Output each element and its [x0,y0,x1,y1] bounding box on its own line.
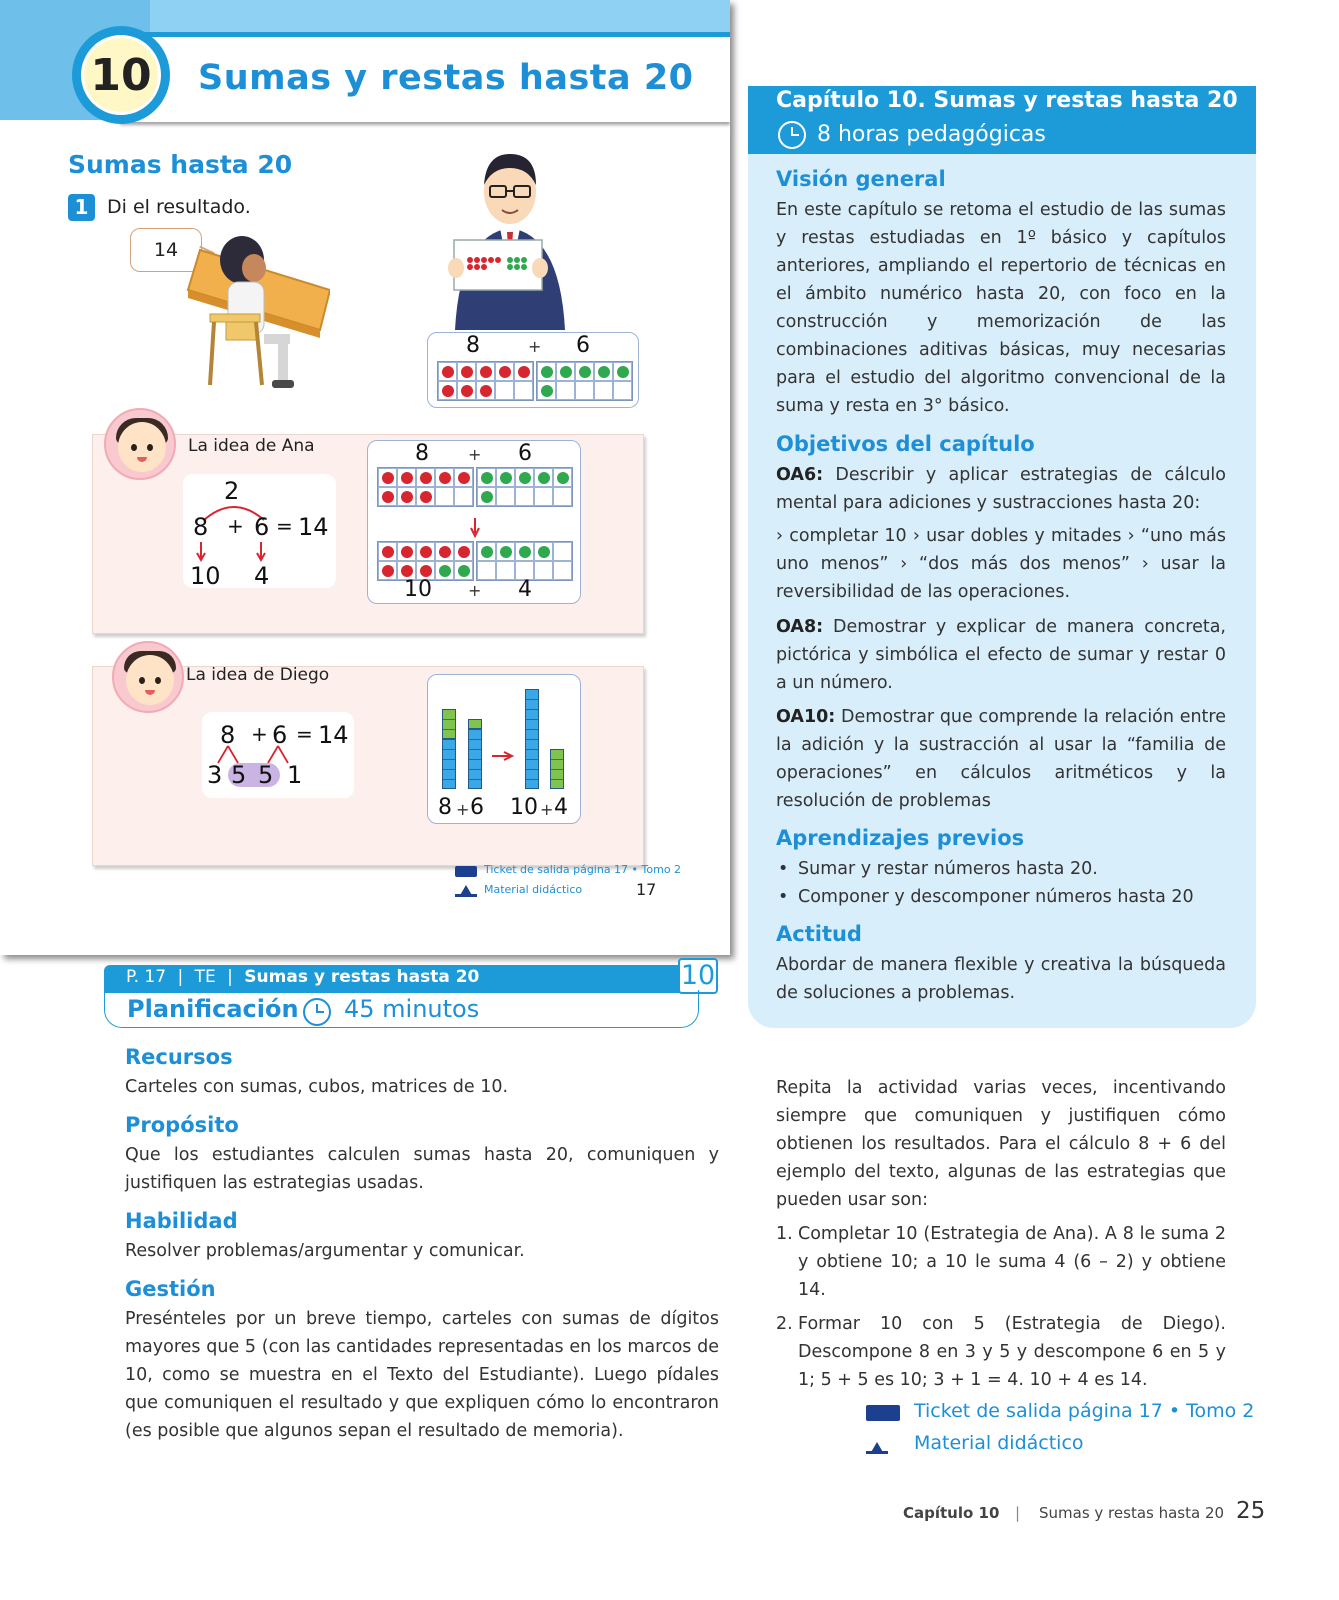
cubes-right-plus: + [540,800,554,819]
diego-decomp-4: 1 [287,761,303,789]
strategy-text: Formar 10 con 5 (Estrategia de Diego). Descompone 8 en 3 y 5 y descompone 6 en 5 y 1; 5 + 5 es 10; 3 + 1 = 4. 10 + 4 es 14. [798,1314,1226,1390]
board-plus: + [528,337,542,356]
ana-eq-b: 6 [254,513,270,541]
ten-frame-8 [437,361,534,401]
vision-text: En este capítulo se retoma el estudio de las sumas y restas estudiadas en 1º básico y capítulos anteriores, ampliando el repertorio de técnicas en el ámbito numérico hasta 20, con foco en la construcción y memorización de las combinaciones aditivas básicas, muy necesarias para el estudio del algoritmo convencional de la suma y resta en 3° básico. [776,200,1226,416]
student-page-number: 17 [636,880,657,899]
ana-frames-top-left: 8 [415,441,429,466]
ana-eq-plus: + [227,514,244,538]
ana-frame-10 [377,541,474,581]
ana-frames-bottom-plus: + [468,581,482,600]
planning-minutes: 45 minutos [344,995,480,1023]
ana-frames-top-plus: + [468,445,482,464]
attitude-heading: Actitud [776,922,862,946]
ana-avatar [104,408,176,480]
ana-label: La idea de Ana [188,436,315,456]
ticket-icon [455,866,477,877]
oa6-text: Describir y aplicar estrategias de cálculo mental para adiciones y sustracciones hasta 20: [776,465,1226,513]
vision-heading: Visión general [776,167,946,191]
attitude-text: Abordar de manera flexible y creativa la búsqueda de soluciones a problemas. [776,955,1226,1003]
ana-frames-bottom-right: 4 [518,577,532,602]
ana-frames-arrow [468,517,482,539]
page-number: 25 [1236,1498,1266,1524]
oa10-code: OA10: [776,707,836,727]
cube-column-4 [550,749,564,789]
ticket-link[interactable]: Ticket de salida página 17 • Tomo 2 [914,1400,1255,1422]
exercise-instruction: Di el resultado. [107,196,251,218]
objectives-heading: Objetivos del capítulo [776,432,1035,456]
purpose-heading: Propósito [125,1113,239,1137]
board-right-number: 6 [576,333,590,358]
oa6-paragraph [776,461,1226,517]
ana-frames-top-right: 6 [518,441,532,466]
section-title: Sumas hasta 20 [68,150,293,179]
diego-decomp-3: 5 [258,761,274,789]
material-icon [866,1436,900,1454]
diego-avatar [112,641,184,713]
student-book-page [0,0,730,955]
chapter-number: 10 [81,35,161,115]
skill-heading: Habilidad [125,1209,238,1233]
management-heading: Gestión [125,1277,216,1301]
resources-heading: Recursos [125,1045,233,1069]
ana-eq-result: 14 [298,513,329,541]
cube-column-6-top [468,719,482,729]
material-icon [455,885,477,897]
ana-frame-8 [377,467,474,507]
prior-heading: Aprendizajes previos [776,826,1025,850]
ana-complement: 2 [224,477,240,505]
strategy-number: 2. [776,1314,793,1334]
list-item [776,1310,1226,1394]
oa6-list: › completar 10 › usar dobles y mitades › “uno más uno menos” › “dos más dos menos” › usar la reversibilidad de las operaciones. [776,526,1226,602]
clock-icon [303,998,331,1026]
planning-chapter-badge: 10 [678,958,718,994]
planning-title: Planificación [127,995,299,1023]
cube-column-8-top [442,709,456,739]
cubes-left-plus: + [456,800,470,819]
footer-material-text: Material didáctico [484,883,583,896]
planning-bar-title: Sumas y restas hasta 20 [244,967,480,987]
oa8-text: Demostrar y explicar de manera concreta, pictórica y simbólica el efecto de sumar y restar 0 a un número. [776,617,1226,693]
planning-bar-te: TE [194,967,216,987]
cube-column-8-bottom [442,739,456,789]
cubes-arrow [490,749,516,763]
diego-eq-a: 8 [220,721,236,749]
purpose-text: Que los estudiantes calculen sumas hasta 20, comuniquen y justifiquen las estrategias usadas. [125,1145,719,1193]
overview-title: Capítulo 10. Sumas y restas hasta 20 [776,88,1238,113]
resources-text: Carteles con sumas, cubos, matrices de 10. [125,1077,509,1097]
board-ten-frames [427,332,639,408]
chapter-badge [72,26,170,124]
speech-bubble: 14 [130,228,202,272]
board-left-number: 8 [466,333,480,358]
ticket-icon [866,1405,900,1421]
teacher-illustration [440,140,580,330]
activity-intro: Repita la actividad varias veces, incentivando siempre que comuniquen y justifiquen cómo obtienen los resultados. Para el cálculo 8 + 6 del ejemplo del texto, algunas de las estrategias que pueden usar son: [776,1078,1226,1210]
footer-chapter: Capítulo 10 [903,1504,1000,1522]
cubes-left-b: 6 [470,795,484,820]
ana-frame-4 [476,541,573,581]
footer-ticket-text: Ticket de salida página 17 • Tomo 2 [484,863,682,876]
oa6-code: OA6: [776,465,824,485]
ana-frames-bottom-left: 10 [404,577,432,602]
diego-cubes-box [427,674,581,824]
strategy-list [776,1220,1226,1400]
diego-eq-result: 14 [318,721,349,749]
child-at-table-illustration [180,210,330,400]
prior-item: • Sumar y restar números hasta 20. [776,855,1226,883]
material-link[interactable]: Material didáctico [914,1432,1084,1454]
footer-separator: | [1015,1504,1021,1522]
diego-eq-equals: = [296,722,313,746]
strategy-number: 1. [776,1224,793,1244]
diego-eq-plus: + [251,722,268,746]
diego-label: La idea de Diego [186,665,330,685]
ana-decomp-right: 4 [254,562,270,590]
cubes-right-b: 4 [554,795,568,820]
oa8-paragraph [776,613,1226,697]
oa10-paragraph [776,703,1226,815]
skill-text: Resolver problemas/argumentar y comunicar. [125,1241,525,1261]
cubes-right-a: 10 [510,795,538,820]
diego-decomp-2: 5 [231,761,247,789]
chapter-title: Sumas y restas hasta 20 [198,58,694,98]
overview-hours: 8 horas pedagógicas [817,122,1046,147]
ana-eq-a: 8 [193,513,209,541]
planning-bar-text: P. 17 | TE | Sumas y restas hasta 20 [126,967,480,987]
clock-icon [778,121,806,149]
ana-decomp-left: 10 [190,562,221,590]
management-text: Presénteles por un breve tiempo, carteles con sumas de dígitos mayores que 5 (con las cantidades representadas en los marcos de 10, como se muestra en el Texto del Estudiante). Luego pídales que comuniquen el resultado y que expliquen cómo lo encontraron (es posible que algunos sepan el resultado de memoria). [125,1309,719,1441]
cube-column-10 [525,689,539,789]
prior-list [776,855,1226,911]
ana-eq-equals: = [276,514,293,538]
oa8-code: OA8: [776,617,824,637]
cube-column-6-bottom [468,729,482,789]
ana-frame-6 [476,467,573,507]
diego-eq-b: 6 [272,721,288,749]
ana-down-arrows [195,540,275,564]
exercise-number: 1 [68,194,95,221]
strategy-text: Completar 10 (Estrategia de Ana). A 8 le suma 2 y obtiene 10; a 10 le suma 4 (6 – 2) y obtiene 14. [798,1224,1226,1300]
ten-frame-6 [536,361,633,401]
cubes-left-a: 8 [438,795,452,820]
planning-bar-page: P. 17 [126,967,167,987]
diego-decomp-1: 3 [207,761,223,789]
oa10-text: Demostrar que comprende la relación entre la adición y la sustracción al usar la “familia de operaciones” en cálculos aritméticos y la resolución de problemas [776,707,1226,811]
ana-ten-frames [367,440,581,604]
prior-item: • Componer y descomponer números hasta 20 [776,883,1226,911]
footer-title: Sumas y restas hasta 20 [1039,1504,1225,1522]
list-item [776,1220,1226,1304]
